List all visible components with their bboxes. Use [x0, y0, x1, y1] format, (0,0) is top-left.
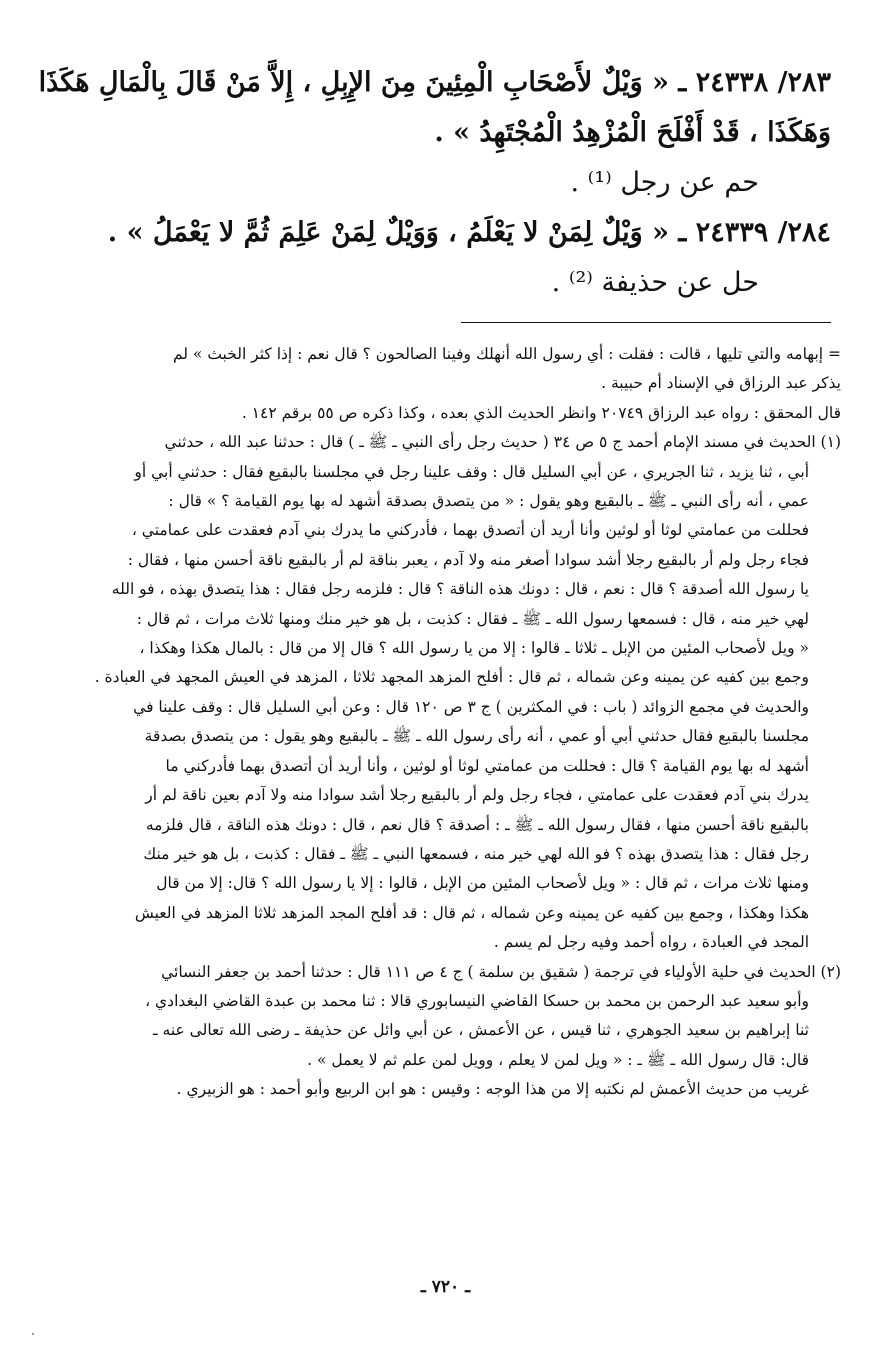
- footnote-line: أبي ، ثنا يزيد ، ثنا الجريري ، عن أبي السليل قال : وقف علينا رجل في مجلسنا بالبقيع فقال : حدثني أبي أو: [134, 462, 809, 481]
- footnote-line: غريب من حديث الأعمش لم نكتبه إلا من هذا الوجه : وقيس : هو ابن الربيع وأبو أحمد : هو الزبيري .: [176, 1080, 809, 1099]
- footnote-line: المجد في العبادة ، رواه أحمد وفيه رجل لم يسم .: [493, 933, 809, 952]
- footnote-line: يا رسول الله أصدقة ؟ قال : نعم ، قال : دونك هذه الناقة ؟ قال : فلزمه رجل فقال : هذا يتصدق بهذه ، فو الله: [111, 580, 809, 599]
- footnote-line: ثنا إبراهيم بن سعيد الجوهري ، ثنا قيس ، عن الأعمش ، عن أبي وائل عن حذيفة ـ رضى الله تعالى عنه ـ: [153, 1021, 809, 1040]
- hadith-284-line-1: ٢٨٤/ ٢٤٣٣٩ ـ « وَيْلٌ لِمَنْ لا يَعْلَمُ ، وَوَيْلٌ لِمَنْ عَلِمَ ثُمَّ لا يَعْمَلُ » .: [107, 217, 831, 248]
- footnote-line: والحديث في مجمع الزوائد ( باب : في المكثرين ) ج ٣ ص ١٢٠ قال : وعن أبي السليل قال : وقف علينا في: [133, 697, 809, 716]
- hadith-283-line-1: ٢٨٣/ ٢٤٣٣٨ ـ « وَيْلٌ لأَصْحَابِ الْمِئِينَ مِنَ الإِبِلِ ، إِلاَّ مَنْ قَالَ بِالْمَالِ هَكَذَا: [38, 67, 831, 98]
- footnote-line: عمي ، أنه رأى النبي ـ ﷺ ـ بالبقيع وهو يقول : « من يتصدق بصدقة أشهد له بها يوم القيامة ؟ » قال :: [168, 492, 809, 511]
- footnote-line: رجل فقال : هذا يتصدق بهذه ؟ فو الله لهي خير منه ، فسمعها النبي ـ ﷺ ـ فقال : كذبت ، بل هو خير منك: [143, 844, 809, 863]
- scan-speck: [32, 1333, 34, 1335]
- footnote-line: بالبقيع ناقة أحسن منها ، فقال رسول الله ـ ﷺ ـ : أصدقة ؟ قال نعم ، قال : دونك هذه الناقة ، قال فلزمه: [145, 815, 809, 834]
- footnote-line: ومنها ثلاث مرات ، ثم قال : « ويل لأصحاب المئين من الإبل ، قالوا : إلا يا رسول الله ؟ قال: إلا من قال: [156, 874, 809, 893]
- footnote-line: فحللت من عمامتي لوثا أو لوثين وأنا أريد أن أتصدق بهما ، فأدركني ما يدرك بني آدم فعقدت على عمامتي ،: [131, 521, 809, 540]
- footnote-line: هكذا وهكذا ، وجمع بين كفيه عن يمينه وعن شماله ، ثم قال : قد أفلح المجد المزهد ثلاثا المزهد في العيش: [134, 903, 809, 922]
- hadith-283-line-2: وَهَكَذَا ، قَدْ أَفْلَحَ الْمُزْهِدُ الْمُجْتَهِدُ » .: [434, 117, 831, 148]
- footnote-line: يدرك بني آدم فعقدت على عمامتي ، فجاء رجل ولم أر بالبقيع رجلا أشد سوادا منه ولا آدم بعين ناقة لم أر: [145, 786, 809, 805]
- page-number: ـ ٧٢٠ ـ: [420, 1277, 471, 1297]
- footnote-line: أشهد له بها يوم القيامة ؟ قال : فحللت من عمامتي لوثا أو لوثين ، وأنا أريد أن أتصدق بهما فأدركني ما: [165, 756, 809, 775]
- footnote-line: (١) الحديث في مسند الإمام أحمد ج ٥ ص ٣٤ ( حديث رجل رأى النبي ـ ﷺ ـ ) قال : حدثنا عبد الله ، حدثني: [164, 433, 841, 452]
- hadith-284-source: حل عن حذيفة ⁽²⁾ .: [551, 267, 759, 298]
- footnote-line: يذكر عبد الرزاق في الإسناد أم حبيبة .: [601, 374, 841, 393]
- footnotes: [40, 340, 841, 1105]
- footnote-line: وأبو سعيد عبد الرحمن بن محمد بن حسكا القاضي النيسابوري قالا : ثنا محمد بن عبدة القاضي البغدادي ،: [145, 991, 809, 1010]
- footnote-line: « ويل لأصحاب المئين من الإبل ـ ثلاثا ـ قالوا : إلا من يا رسول الله ؟ قال إلا من قال : بالمال هكذا وهكذا ،: [139, 639, 809, 658]
- footnote-line: مجلسنا بالبقيع فقال حدثني أبي أو عمي ، أنه رأى رسول الله ـ ﷺ ـ بالبقيع وهو يقول : من يتصدق بصدقة: [144, 727, 809, 746]
- footnote-line: فجاء رجل ولم أر بالبقيع رجلا أشد سوادا أصغر منه ولا آدم ، يعبر بناقة لم أر بالبقيع ناقة أحسن منها ، فقال :: [127, 550, 809, 569]
- footnote-line: وجمع بين كفيه عن يمينه وعن شماله ، ثم قال : أفلح المزهد المجهد ثلاثا ، المزهد في العيش المجهد في العبادة .: [94, 668, 809, 687]
- footnote-line: (٢) الحديث في حلية الأولياء في ترجمة ( شقيق بن سلمة ) ج ٤ ص ١١١ قال : حدثنا أحمد بن جعفر النسائي: [161, 962, 841, 981]
- footnote-separator: [461, 322, 831, 323]
- footnote-line: قال المحقق : رواه عبد الرزاق ٢٠٧٤٩ وانظر الحديث الذي بعده ، وكذا ذكره ص ٥٥ برقم ١٤٢ .: [241, 403, 841, 422]
- footnote-line: لهي خير منه ، قال : فسمعها رسول الله ـ ﷺ ـ فقال : كذبت ، بل هو خير منك ومنها ثلاث مرات ، ثم قال :: [136, 609, 809, 628]
- hadith-283-source: حم عن رجل ⁽¹⁾ .: [570, 167, 759, 198]
- footnote-line: قال: قال رسول الله ـ ﷺ ـ : « ويل لمن لا يعلم ، وويل لمن علم ثم لا يعمل » .: [307, 1050, 809, 1069]
- footnote-line: = إبهامه والتي تليها ، قالت : فقلت : أي رسول الله أنهلك وفينا الصالحون ؟ قال نعم : إذا كثر الخبث » لم: [172, 345, 841, 363]
- main-text: [40, 58, 831, 308]
